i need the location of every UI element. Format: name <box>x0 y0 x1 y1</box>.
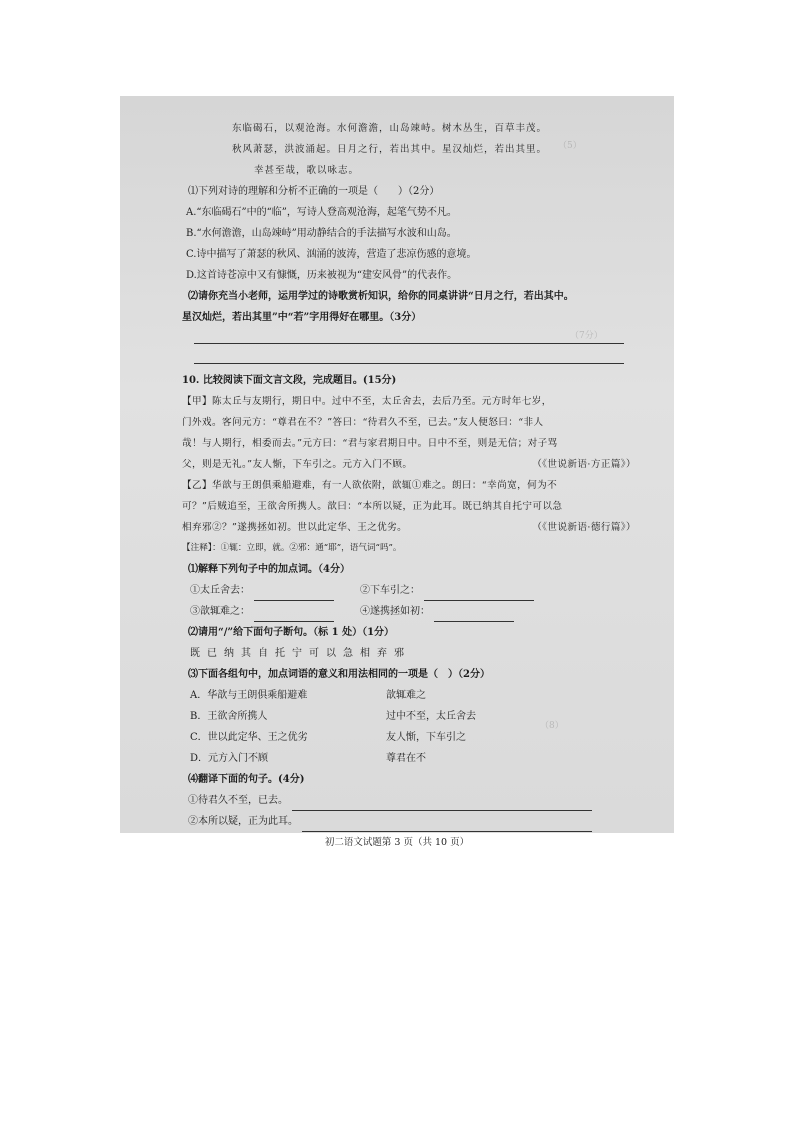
fill-item: ①太丘舍去： <box>182 580 360 601</box>
page-footer: 初二语文试题第 3 页（共 10 页） <box>324 837 470 848</box>
option-pair <box>182 748 636 769</box>
passage-source: （《世说新语·方正篇》） <box>532 459 636 470</box>
fill-blank[interactable] <box>254 609 334 622</box>
option-pair <box>182 727 636 748</box>
poem-line: 东临碣石，以观沧海。水何澹澹，山岛竦峙。树木丛生，百草丰茂。 <box>232 123 548 134</box>
passage-line <box>182 454 636 475</box>
scanned-exam-page <box>120 96 674 848</box>
passage-line: 可？”后贼追至，王欲舍所携人。歆曰：“本所以疑，正为此耳。既已纳其自托宁可以急 <box>182 501 563 512</box>
option-left: A．华歆与王朗俱乘船避难 <box>190 690 308 701</box>
fill-blank[interactable] <box>424 588 534 601</box>
option-right: 友人惭，下车引之 <box>386 732 466 743</box>
fill-row <box>182 580 636 601</box>
passage-line: 【甲】陈太丘与友期行，期日中。过中不至，太丘舍去，去后乃至。元方时年七岁， <box>182 396 552 407</box>
question-stem: ⑴解释下列句子中的加点词。（4分） <box>188 564 350 575</box>
option-pair <box>182 685 636 706</box>
passage-line: 哉！与人期行，相委而去。”元方曰：“君与家君期日中。日中不至，则是无信；对子骂 <box>182 438 558 449</box>
answer-blank[interactable] <box>292 798 592 811</box>
option-left: D．元方入门不顾 <box>190 753 269 764</box>
answer-option: A.“东临碣石”中的“临”，写诗人登高观沧海，起笔气势不凡。 <box>186 207 457 218</box>
question-stem: ⑵请用“/”给下面句子断句。（标 1 处）（1分） <box>188 627 395 638</box>
answer-option: B.“水何澹澹，山岛竦峙”用动静结合的手法描写水波和山岛。 <box>186 228 457 239</box>
option-right: 歆辄难之 <box>386 690 426 701</box>
fill-blank[interactable] <box>434 609 514 622</box>
passage-source: （《世说新语·德行篇》） <box>532 522 636 533</box>
section-title: 10. 比较阅读下面文言文段，完成题目。(15分) <box>182 375 397 386</box>
question-stem: ⑷翻译下面的句子。(4分) <box>188 774 305 785</box>
answer-line[interactable] <box>194 350 624 364</box>
bleed-through-text: （5） <box>558 141 582 151</box>
translate-item: ①待君久不至，已去。 <box>182 790 636 811</box>
fill-item: ③歆辄难之： <box>182 601 360 622</box>
translate-item: ②本所以疑，正为此耳。 <box>182 811 636 832</box>
option-pair <box>182 706 636 727</box>
punctuation-sentence: 既已纳其自托宁可以急相弃邪 <box>190 648 411 659</box>
passage-line: 门外戏。客问元方：“尊君在不？”答曰：“待君久不至，已去。”友人便怒曰：“非人 <box>182 417 544 428</box>
fill-blank[interactable] <box>254 588 334 601</box>
answer-line[interactable] <box>194 330 624 344</box>
option-left: C．世以此定华、王之优劣 <box>190 732 308 743</box>
answer-option: C.诗中描写了萧瑟的秋风、汹涌的波涛，营造了悲凉伤感的意境。 <box>186 249 477 260</box>
option-left: B．王欲舍所携人 <box>190 711 268 722</box>
poem-line: 秋风萧瑟，洪波涌起。日月之行，若出其中。星汉灿烂，若出其里。 <box>232 144 548 155</box>
passage-line: 【乙】华歆与王朗俱乘船避难，有一人欲依附，歆辄①难之。朗曰：“幸尚宽，何为不 <box>182 480 558 491</box>
poem-line: 幸甚至哉，歌以咏志。 <box>254 165 360 176</box>
bleed-through-text: （7分） <box>570 331 603 341</box>
fill-item: ②下车引之： <box>360 580 534 601</box>
passage-text: 相弃邪②？”遂携拯如初。世以此定华、王之优劣。 <box>182 522 408 533</box>
passage-text: 父，则是无礼。”友人惭，下车引之。元方入门不顾。 <box>182 459 413 470</box>
question-stem: ⑵请你充当小老师，运用学过的诗歌赏析知识，给你的同桌讲讲“日月之行，若出其中。 <box>188 291 574 302</box>
fill-row <box>182 601 636 622</box>
question-stem: ⑶下面各组句中，加点词语的意义和用法相同的一项是（ ）（2分） <box>188 669 490 680</box>
option-right: 过中不至，太丘舍去 <box>386 711 476 722</box>
fill-item: ④遂携拯如初： <box>360 601 514 622</box>
option-right: 尊君在不 <box>386 753 426 764</box>
answer-blank[interactable] <box>302 819 592 832</box>
answer-option: D.这首诗苍凉中又有慷慨，历来被视为“建安风骨”的代表作。 <box>186 270 458 281</box>
annotation-note: 【注释】：①辄：立即，就。②邪：通“耶”，语气词“吗”。 <box>182 543 402 553</box>
bleed-through-text: （8） <box>540 721 564 731</box>
question-stem: ⑴下列对诗的理解和分析不正确的一项是（ ）（2分） <box>188 186 440 197</box>
question-stem: 星汉灿烂，若出其里”中“若”字用得好在哪里。（3分） <box>182 312 422 323</box>
passage-line <box>182 517 636 538</box>
